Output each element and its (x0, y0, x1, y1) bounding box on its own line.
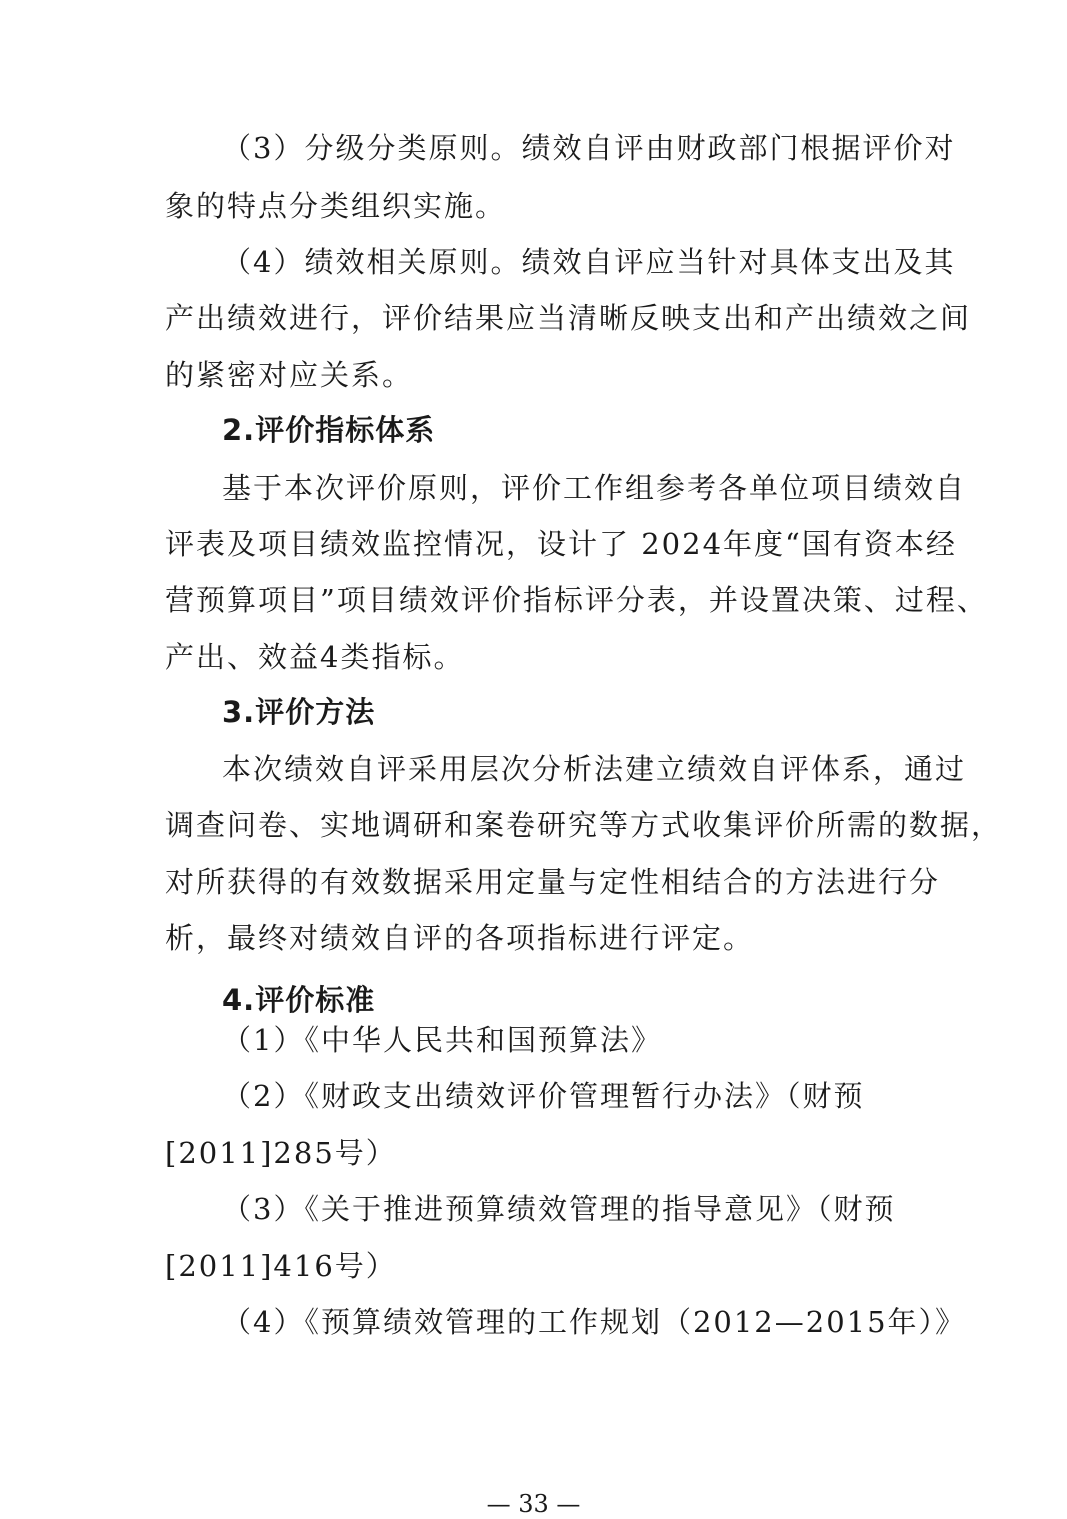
section-heading: 4.评价标准 (222, 983, 376, 1017)
paragraph-line: 产出绩效进行，评价结果应当清晰反映支出和产出绩效之间 (165, 301, 972, 335)
list-item: （4）《预算绩效管理的工作规划（2012—2015年）》 (222, 1305, 967, 1339)
list-item-continuation: [2011]285号） (165, 1136, 397, 1170)
paragraph-line: （3）分级分类原则。绩效自评由财政部门根据评价对 (222, 131, 956, 165)
paragraph-line: 调查问卷、实地调研和案卷研究等方式收集评价所需的数据， (165, 808, 1003, 842)
paragraph-line: （4）绩效相关原则。绩效自评应当针对具体支出及其 (222, 245, 956, 279)
paragraph-line: 评表及项目绩效监控情况，设计了 2024年度“国有资本经 (165, 527, 957, 561)
paragraph-line: 的紧密对应关系。 (165, 358, 414, 392)
paragraph-line: 对所获得的有效数据采用定量与定性相结合的方法进行分 (165, 865, 941, 899)
page-number: — 33 — (486, 1490, 581, 1518)
paragraph-line: 象的特点分类组织实施。 (165, 189, 507, 223)
paragraph-line: 产出、效益4类指标。 (165, 640, 465, 674)
list-item: （1）《中华人民共和国预算法》 (222, 1023, 662, 1057)
section-heading: 2.评价指标体系 (222, 413, 436, 447)
paragraph-line: 析，最终对绩效自评的各项指标进行评定。 (165, 921, 755, 955)
paragraph-line: 本次绩效自评采用层次分析法建立绩效自评体系，通过 (222, 752, 967, 786)
paragraph-line: 基于本次评价原则，评价工作组参考各单位项目绩效自 (222, 471, 967, 505)
list-item: （2）《财政支出绩效评价管理暂行办法》（财预 (222, 1079, 865, 1113)
section-heading: 3.评价方法 (222, 695, 376, 729)
paragraph-line: 营预算项目”项目绩效评价指标评分表，并设置决策、过程、 (165, 583, 988, 617)
list-item: （3）《关于推进预算绩效管理的指导意见》（财预 (222, 1192, 896, 1226)
list-item-continuation: [2011]416号） (165, 1249, 397, 1283)
